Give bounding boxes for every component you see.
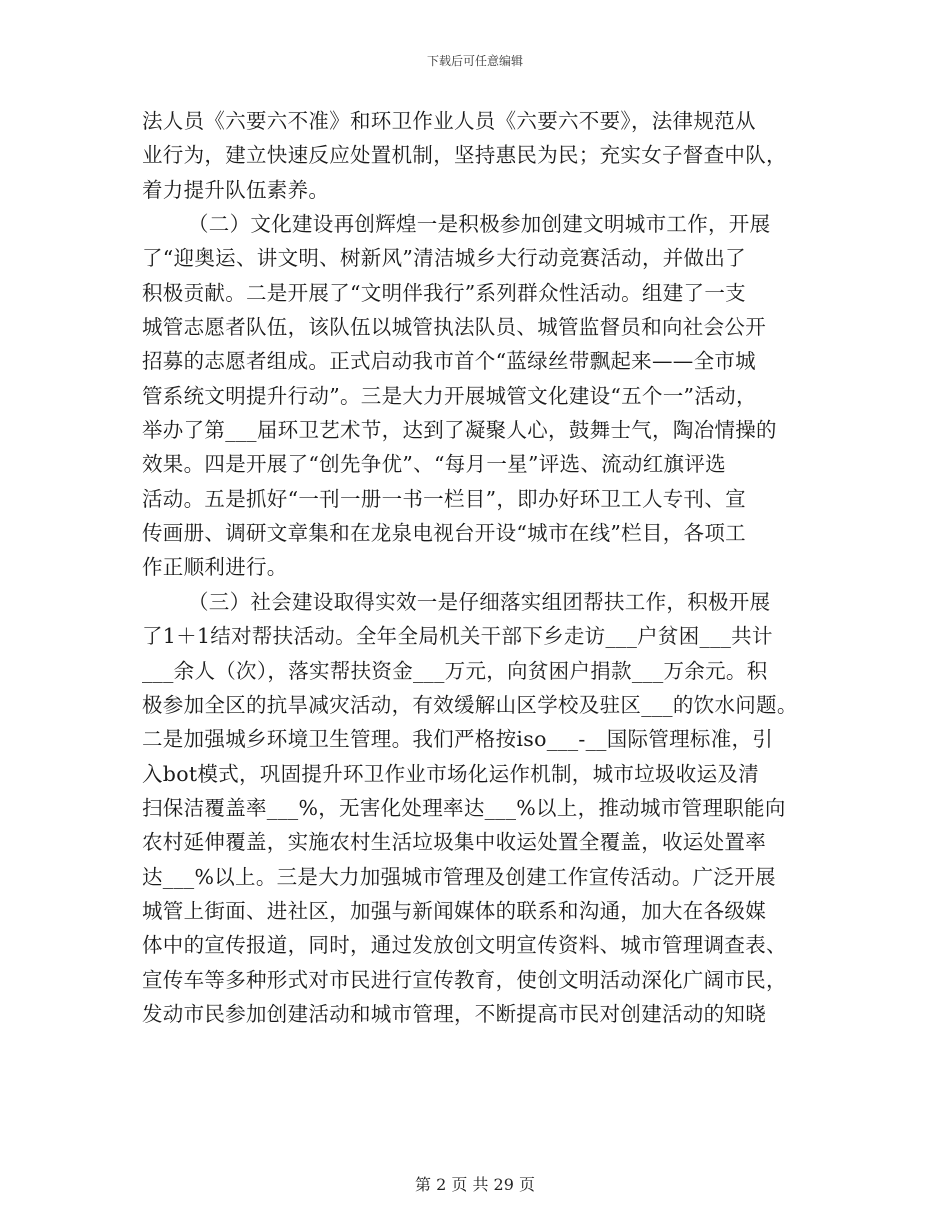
text-line: 了“迎奥运、讲文明、树新风”清洁城乡大行动竞赛活动，并做出了 <box>142 246 746 271</box>
text-line: 入bot模式，巩固提升环卫作业市场化运作机制，城市垃圾收运及清 <box>142 761 760 786</box>
page-number-footer: 第 2 页 共 29 页 <box>415 1175 535 1194</box>
text-line: 体中的宣传报道，同时，通过发放创文明宣传资料、城市管理调查表、 <box>142 933 787 958</box>
text-line: 业行为，建立快速反应处置机制，坚持惠民为民；充实女子督查中队， <box>142 143 787 168</box>
text-line: 宣传车等多种形式对市民进行宣传教育，使创文明活动深化广阔市民， <box>142 967 787 992</box>
text-line: 效果。四是开展了“创先争优”、“每月一星”评选、流动红旗评选 <box>142 452 726 477</box>
text-line: 极参加全区的抗旱减灾活动，有效缓解山区学校及驻区___的饮水问题。 <box>142 692 798 717</box>
text-line: 作正顺利进行。 <box>142 555 288 580</box>
text-line: 二是加强城乡环境卫生管理。我们严格按iso___-__国际管理标准，引 <box>142 727 774 752</box>
page-header-note: 下载后可任意编辑 <box>426 54 523 68</box>
text-line: 扫保洁覆盖率___%，无害化处理率达___%以上，推动城市管理职能向 <box>142 795 786 820</box>
text-line: 传画册、调研文章集和在龙泉电视台开设“城市在线”栏目，各项工 <box>142 521 746 546</box>
text-line: 法人员《六要六不准》和环卫作业人员《六要六不要》，法律规范从 <box>142 109 756 133</box>
text-line: 着力提升队伍素养。 <box>142 177 330 202</box>
text-line: 达___%以上。三是大力加强城市管理及创建工作宣传活动。广泛开展 <box>142 864 776 889</box>
text-line: 活动。五是抓好“一刊一册一书一栏目”，即办好环卫工人专刊、宣 <box>142 486 746 511</box>
document-body <box>142 104 814 1031</box>
text-line: ___余人（次），落实帮扶资金___万元，向贫困户捐款___万余元。积 <box>142 658 768 683</box>
text-line: 举办了第___届环卫艺术节，达到了凝聚人心，鼓舞士气，陶冶情操的 <box>142 418 777 443</box>
text-line: 管系统文明提升行动”。三是大力开展城管文化建设“五个一”活动， <box>142 383 757 408</box>
text-line: （二）文化建设再创辉煌一是积极参加创建文明城市工作，开展 <box>188 212 771 237</box>
text-line: 农村延伸覆盖，实施农村生活垃圾集中收运处置全覆盖，收运处置率 <box>142 830 766 855</box>
text-line: 城管上街面、进社区，加强与新闻媒体的联系和沟通，加大在各级媒 <box>142 898 766 923</box>
text-line: 城管志愿者队伍，该队伍以城管执法队员、城管监督员和向社会公开 <box>142 315 766 340</box>
text-line: 了1＋1结对帮扶活动。全年全局机关干部下乡走访___户贫困___共计 <box>142 624 773 649</box>
text-line: 招募的志愿者组成。正式启动我市首个“蓝绿丝带飘起来——全市城 <box>142 349 756 374</box>
text-line: 积极贡献。二是开展了“文明伴我行”系列群众性活动。组建了一支 <box>142 280 746 305</box>
text-line: 发动市民参加创建活动和城市管理，不断提高市民对创建活动的知晓 <box>142 1001 766 1026</box>
text-line: （三）社会建设取得实效一是仔细落实组团帮扶工作，积极开展 <box>188 589 771 614</box>
